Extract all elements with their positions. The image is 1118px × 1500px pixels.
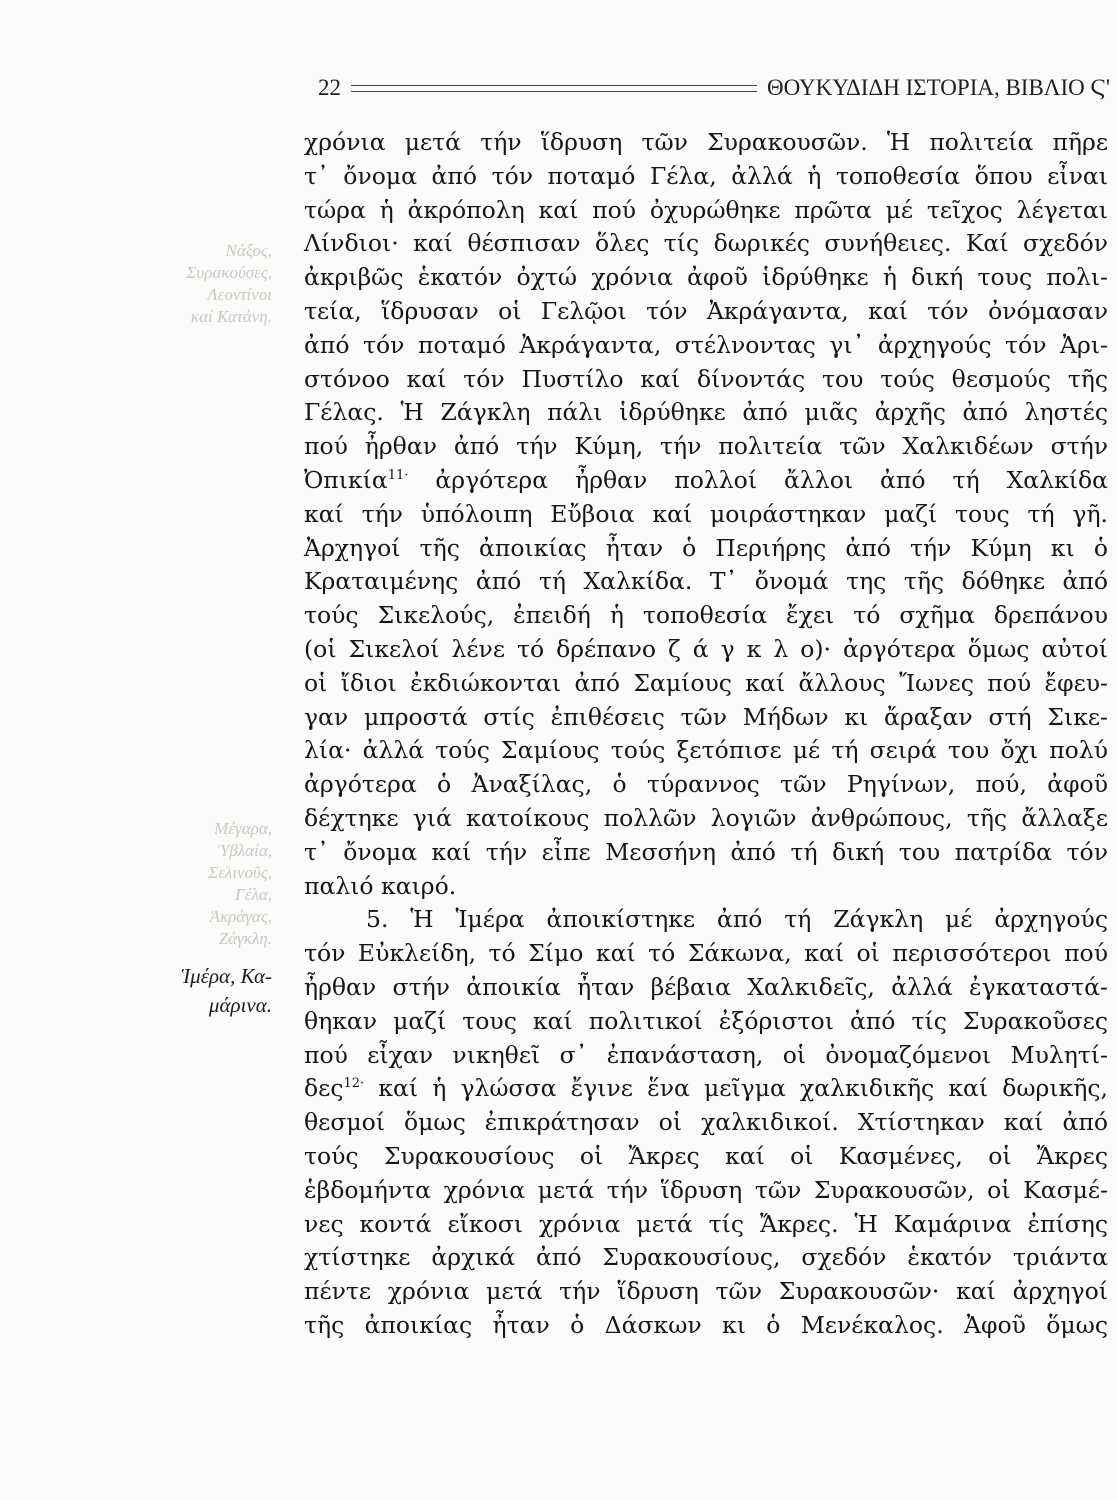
text-line: χτίστηκε ἀρχικά ἀπό Συρακουσίους, σχεδόν ἑκατόν τριάντα [304,1243,1108,1272]
ghost-margin-note-bottom [208,818,272,950]
ghost-margin-note-top [186,240,272,328]
section-margin-note [181,962,272,1020]
text-line: Γέλας. Ἡ Ζάγκλη πάλι ἱδρύθηκε ἀπό μιᾶς ἀρχῆς ἀπό ληστές [304,398,1108,427]
text-fragment: Ὀπικία [304,465,388,494]
text-line: θηκαν μαζί τους καί πολιτικοί ἐξόριστοι ἀπό τίς Συρακοῦσες [304,1006,1108,1035]
margin-note-line: Ἱμέρα, Κα- [181,964,272,988]
ghost-note-line: Γέλα, [235,885,272,904]
text-line-with-footnote [304,1072,1108,1106]
text-line: λία· ἀλλά τούς Σαμίους τούς ξετόπισε μέ τή σειρά του ὄχι πολύ [304,736,1108,765]
ghost-note-line: Ὑβλαία, [218,841,272,860]
text-line: τούς Συρακουσίους οἱ Ἄκρες καί οἱ Κασμένες, οἱ Ἄκρες [304,1141,1108,1170]
text-line: πέντε χρόνια μετά τήν ἵδρυση τῶν Συρακουσῶν· καί ἀρχηγοί [304,1277,1108,1306]
text-line: τῆς ἀποικίας ἦταν ὁ Δάσκων κι ὁ Μενέκαλος. Ἀφοῦ ὅμως [304,1310,1108,1339]
text-fragment: δες [304,1074,344,1103]
ghost-note-line: Λεοντίνοι [207,285,272,304]
paragraph-end-line: παλιό καιρό. [304,871,457,900]
text-line: τώρα ἡ ἀκρόπολη καί πού ὀχυρώθηκε πρῶτα μέ τεῖχος λέγεται [304,195,1108,224]
section-5-start-line: 5. Ἡ Ἱμέρα ἀποικίστηκε ἀπό τή Ζάγκλη μέ ἀρχηγούς [366,905,1108,934]
ghost-note-line: Μέγαρα, [214,819,272,838]
text-line: Λίνδιοι· καί θέσπισαν ὅλες τίς δωρικές συνήθειες. Καί σχεδόν [304,229,1108,258]
text-line: δέχτηκε γιά κατοίκους πολλῶν λογιῶν ἀνθρώπους, τῆς ἄλλαξε [304,803,1108,832]
text-line: Ἀρχηγοί τῆς ἀποικίας ἦταν ὁ Περιήρης ἀπό τήν Κύμη κι ὁ [304,533,1108,562]
text-fragment: ἀργότερα ἦρθαν πολλοί ἄλλοι ἀπό τή Χαλκίδα [408,465,1108,494]
footnote-marker-11: 11· [387,467,409,483]
text-line: καί τήν ὑπόλοιπη Εὔβοια καί μοιράστηκαν μαζί τους τή γῆ. [304,499,1108,528]
text-line: νες κοντά εἴκοσι χρόνια μετά τίς Ἄκρες. Ἡ Καμάρινα ἐπίσης [304,1209,1108,1238]
text-line: χρόνια μετά τήν ἵδρυση τῶν Συρακουσῶν. Ἡ πολιτεία πῆρε [304,128,1108,156]
ghost-note-line: Σελινοῦς, [208,863,272,882]
ghost-note-line: Συρακούσες, [186,263,272,282]
ghost-note-line: Νάξος, [225,241,272,260]
text-line: τούς Σικελούς, ἐπειδή ἡ τοποθεσία ἔχει τό σχῆμα δρεπάνου [304,601,1108,630]
text-line: θεσμοί ὅμως ἐπικράτησαν οἱ χαλκιδικοί. Χτίστηκαν καί ἀπό [304,1108,1108,1137]
text-line: οἱ ἴδιοι ἐκδιώκονται ἀπό Σαμίους καί ἄλλους Ἴωνες πού ἔφευ- [304,668,1108,697]
text-line: τ᾽ ὄνομα καί τήν εἶπε Μεσσήνη ἀπό τή δική του πατρίδα τόν [304,837,1108,866]
margin-note-line: μάρινα. [208,993,272,1017]
ghost-note-line: Ζάγκλη. [218,929,272,948]
footnote-marker-12: 12· [343,1076,365,1092]
main-text-column [304,126,1108,1343]
text-line: ἑβδομήντα χρόνια μετά τήν ἵδρυση τῶν Συρακουσῶν, οἱ Κασμέ- [304,1175,1108,1204]
text-line: γαν μπροστά στίς ἐπιθέσεις τῶν Μήδων κι ἄραξαν στή Σικε- [304,702,1108,731]
text-line: τ᾽ ὄνομα ἀπό τόν ποταμό Γέλα, ἀλλά ἡ τοποθεσία ὅπου εἶναι [304,161,1108,190]
ghost-note-line: καί Κατάνη. [190,307,272,326]
text-line: τεία, ἵδρυσαν οἱ Γελῷοι τόν Ἀκράγαντα, καί τόν ὀνόμασαν [304,296,1108,325]
text-line-with-footnote [304,464,1108,498]
text-line: Κραταιμένης ἀπό τή Χαλκίδα. Τ᾽ ὄνομά της τῆς δόθηκε ἀπό [304,567,1108,596]
running-header [318,73,1110,103]
text-line: ἦρθαν στήν ἀποικία ἦταν βέβαια Χαλκιδεῖς, ἀλλά ἐγκαταστά- [304,972,1108,1001]
header-rule [351,85,757,92]
page-number: 22 [318,75,341,100]
text-line: ἀκριβῶς ἑκατόν ὀχτώ χρόνια ἀφοῦ ἱδρύθηκε ἡ δική τους πολι- [304,263,1108,292]
running-title: ΘΟΥΚΥΔΙΔΗ ΙΣΤΟΡΙΑ, ΒΙΒΛΙΟ Ϛ' [766,75,1110,100]
text-line: ἀργότερα ὁ Ἀναξίλας, ὁ τύραννος τῶν Ρηγίνων, πού, ἀφοῦ [304,770,1108,799]
text-line: (οἱ Σικελοί λένε τό δρέπανο ζ ά γ κ λ ο)· ἀργότερα ὅμως αὐτοί [304,634,1108,663]
text-line: πού εἶχαν νικηθεῖ σ᾽ ἐπανάσταση, οἱ ὀνομαζόμενοι Μυλητί- [304,1040,1108,1069]
text-line: τόν Εὐκλείδη, τό Σίμο καί τό Σάκωνα, καί οἱ περισσότεροι πού [304,939,1108,968]
text-line: πού ἦρθαν ἀπό τήν Κύμη, τήν πολιτεία τῶν Χαλκιδέων στήν [304,432,1108,461]
text-line: ἀπό τόν ποταμό Ἀκράγαντα, στέλνοντας γι᾽ ἀρχηγούς τόν Ἀρι- [304,330,1108,359]
text-line: στόνοο καί τόν Πυστίλο καί δίνοντάς του τούς θεσμούς τῆς [304,364,1108,393]
text-fragment: καί ἡ γλώσσα ἔγινε ἕνα μεῖγμα χαλκιδικῆς καί δωρικῆς, [364,1074,1108,1103]
ghost-note-line: Ἀκράγας, [209,907,272,926]
